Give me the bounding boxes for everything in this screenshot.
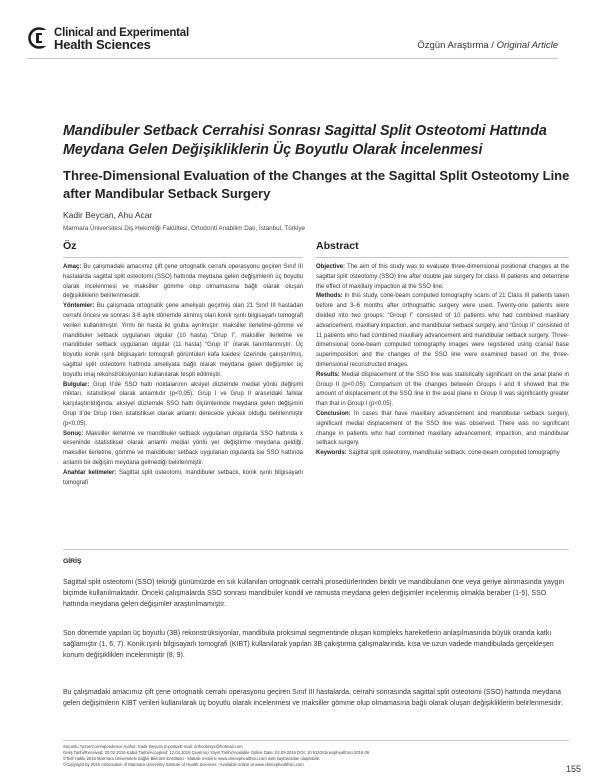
abstract-label-objective: Objective:: [316, 264, 346, 270]
oz-paragraph: [63, 381, 303, 430]
abstract-label-conclusion: Conclusion:: [316, 410, 351, 417]
affiliation: Marmara Üniversitesi Diş Hekimliği Fakültesi, Ortodonti Anabilim Dalı, İstanbul, Türkiye: [63, 225, 306, 232]
oz-heading: Öz: [63, 240, 77, 252]
page-number: 155: [566, 764, 582, 774]
abstract-paragraph: [316, 292, 569, 370]
journal-logo: [27, 26, 189, 52]
footer-copyright-en: ©Copyright by 2016 Association of Marmara University Institute of Health Sciences - Available online at www.clinexphealthsci.com: [63, 762, 304, 767]
intro-paragraph-3: Bu çalışmadaki amacımız çift çene ortognatik cerrahi operasyonu geçiren Sınıf III hastalarda, cerrahi sonrasında sagittal split osteotomi (SSO) hattında meydana gelen değişimlerin KIBT verileri kullanılarak üç boyutlu olarak incelenmesi ve maksiller gömme olup olmamasına bağlı olarak oluşan değişikliklerin belirlenmesidir.: [63, 689, 563, 707]
abstract-heading-rule: [316, 257, 569, 258]
oz-text-yontemler: Bu çalışmada ortognatik çene ameliyatı geçirmiş olan 21 Sınıf III hastadan cerrahi öncesi ve sonrası 3-6 aylık dönemde alınmış olan konik ışınlı bilgisayarlı tomografi verileri kullanılmıştır. Yirmi bir hasta iki gruba ayrılmıştır: maksiller ilerletme-gömme ve mandibuler setback uygulanan olgular (10 hasta) “Grup I”, maksiller ilerletme ve mandibuler setback uygulanan olgular (11 hasta) “Grup II” olarak tanımlanmıştır. Üç boyutlu konik ışınlı bilgisayarlı tomografi görüntüleri kafa kaidesi üzerinde çakıştırılmış, sagittal split osteotomi hattında ameliyata bağlı olarak meydana gelen değişimler üç boyutlu imaj rekonstrüksiyonları kullanılarak tespit edilmiştir.: [63, 303, 303, 378]
abstract-label-keywords: Keywords:: [316, 450, 347, 457]
abstract-text-conclusion: In cases that have maxillary advancement and mandibular setback surgery, significant medial displacement of the SSO line was observed. There was no significant change in patients who had combined maxillary advancement, impaction, and mandibular setback surgery.: [316, 410, 569, 447]
journal-name-line2: Health Sciences: [54, 37, 151, 52]
oz-label-bulgular: Bulgular:: [63, 381, 90, 388]
oz-label-sonuc: Sonuç:: [63, 430, 84, 437]
oz-section: [63, 236, 303, 488]
abstract-paragraph: [316, 410, 569, 449]
oz-text-bulgular: Grup II’de SSO hattı noktalarının aksiyel düzlemde medial yönlü değişimi miktarı, istatistiksel olarak anlamlıdır (p<0,05). Grup I ve Grup II arasındaki farklar karşılaştırıldığında, aksiyel düzlemde SSO hattı ölçümlerinde meydana gelen değişimin Grup II’de Grup I’den istatistiksel olarak anlamlı derecede yüksek olduğu belirlenmiştir (p<0,05).: [63, 381, 303, 427]
footer-dates: Geliş Tarihi/Received: 20.02.2016 Kabul Tarihi/Accepted: 12.04.2016 Çevrimiçi Yayın Tarihi/Available Online Date: 02.09.2016 DOI: 10.5152/clinexphealthsci.2016.09: [63, 750, 370, 755]
journal-name-line1: Clinical and Experimental: [54, 27, 189, 39]
abstract-paragraph: [316, 449, 569, 459]
article-type-en: Original Article: [496, 40, 558, 51]
oz-label-yontemler: Yöntemler:: [63, 303, 95, 310]
header-divider: [27, 58, 558, 59]
article-type-tr: Özgün Araştırma /: [417, 40, 494, 51]
intro-paragraph-2: Son dönemde yapılan üç boyutlu (3B) rekonstrüksiyonlar, mandibula proksimal segmentinde oluşan kompleks hareketlerin anlaşılmasında büyük oranda katkı sağlamıştır (1, 6, 7). Konik ışınlı bilgisayarlı tomografi (KIBT) kullanılarak yapılan 3B çakıştırma çalışmalarında, kısa ve uzun vadede mandibulada gerçekleşen konum değişiklikleri incelenmiştir (8, 9).: [63, 630, 554, 659]
oz-paragraph: [63, 469, 303, 489]
abstract-divider: [63, 549, 569, 550]
abstract-text-methods: In this study, cone-beam computed tomography scans of 21 Class III patients taken before and 3–6 months after orthognathic surgery were used. Twenty-one patients were divided into two groups: “Group I” consisted of 10 patients who had combined maxillary advancement, maxillary impaction, and mandibular setback surgery, and “Group II” consisted of 11 patients who had combined maxillary advancement and mandibular setback surgery. Three-dimensional cone-beam computed tomography images were registered using cranial base superimposition and the changes of the SSO line were examined based on the three-dimensional reconstructed images.: [316, 293, 570, 368]
oz-label-anahtar: Anahtar kelimeler:: [63, 469, 117, 476]
oz-heading-rule: [63, 257, 303, 258]
abstract-section: [316, 236, 569, 459]
oz-label-amac: Amaç:: [63, 264, 82, 270]
intro-heading: GİRİŞ: [63, 558, 82, 565]
footer-copyright-tr: ©Telif Hakkı 2016 Marmara Üniversitesi Sağlık Bilimleri Enstitüsü - Makale metnine www.clinexphealthsci.com web sayfasından ulaşılabilir.: [63, 756, 320, 761]
abstract-heading: Abstract: [316, 240, 359, 252]
article-type: [417, 40, 558, 51]
abstract-text-objective: The aim of this study was to evaluate three-dimensional positional changes at the sagittal split osteotomy (SSO) line after double jaw surgery for class III patients and determine the effect of maxillary impaction at the SSO line.: [316, 264, 569, 290]
abstract-paragraph: [316, 263, 569, 292]
oz-text-amac: Bu çalışmadaki amacımız çift çene ortognatik cerrahi operasyonu geçiren Sınıf III hastalarda sagittal split osteotomi (SSO) hattında meydana gelen değişimlerin üç boyutlu olarak incelenmesi ve maksiller gömme olup olmamasına bağlı olarak oluşan değişikliklerin belirlenmesidir.: [63, 264, 303, 300]
intro-paragraph-1: Sagittal split osteotomi (SSO) tekniği günümüzde en sık kullanılan ortognatik cerrahi prosedürlerinden biridir ve mandibulanın öne veya geriye alınmasında yaygın biçimde kullanılmaktadır. Önceki çalışmalarda SSO sonrası mandibuler kondil ve ramusta meydana gelen değişimler incelenmiş olmakla beraber (1-5), SSO hattında meydana gelen değişimler araştırılmamıştır.: [63, 579, 565, 608]
authors: Kadir Beycan, Ahu Acar: [63, 210, 153, 220]
oz-paragraph: [63, 263, 303, 302]
oz-text-sonuc: Maksiller ilerletme ve mandibuler setback uygulanan olgularda SSO hattında x ekseninde istatistiksel olarak anlamlı medial yönlü yer değiştirme meydana geldiği, maksiller ilerletme, gömme ve mandibuler setback uygulanan olgularda ise SSO hattında anlamlı bir değişim meydana gelmediği belirlenmiştir.: [63, 430, 303, 466]
footer-correspondence: Sorumlu Yazar/Correspondence Author: Kadir Beycan E-posta/E-mail: orthodontyx@hotmail.com: [63, 744, 243, 749]
oz-paragraph: [63, 430, 303, 469]
title-english: Three-Dimensional Evaluation of the Changes at the Sagittal Split Osteotomy Line after Mandibular Setback Surgery: [63, 168, 570, 201]
abstract-label-results: Results:: [316, 371, 340, 378]
oz-paragraph: [63, 302, 303, 380]
footer-divider: [63, 740, 569, 741]
abstract-paragraph: [316, 371, 569, 410]
abstract-label-methods: Methods:: [316, 293, 343, 300]
journal-logo-icon: [27, 26, 51, 52]
oz-text-anahtar: Sagittal split osteotomi, mandibuler setback, konik ışınlı bilgisayarlı tomografi: [63, 469, 303, 486]
abstract-text-results: Medial displacement of the SSO line was statistically significant on the axial plane in Group II (p<0.05). Comparison of the changes between Groups I and II showed that the amount of displacement of the SSO line in the axial plane in Group II was significantly greater than that in Group I (p<0.05).: [316, 371, 569, 408]
abstract-text-keywords: Sagittal split osteotomy, mandibular setback, cone-beam computed tomography: [346, 450, 560, 457]
title-turkish: Mandibuler Setback Cerrahisi Sonrası Sagittal Split Osteotomi Hattında Meydana Gelen Değişikliklerin Üç Boyutlu Olarak İncelenmesi: [63, 123, 547, 158]
